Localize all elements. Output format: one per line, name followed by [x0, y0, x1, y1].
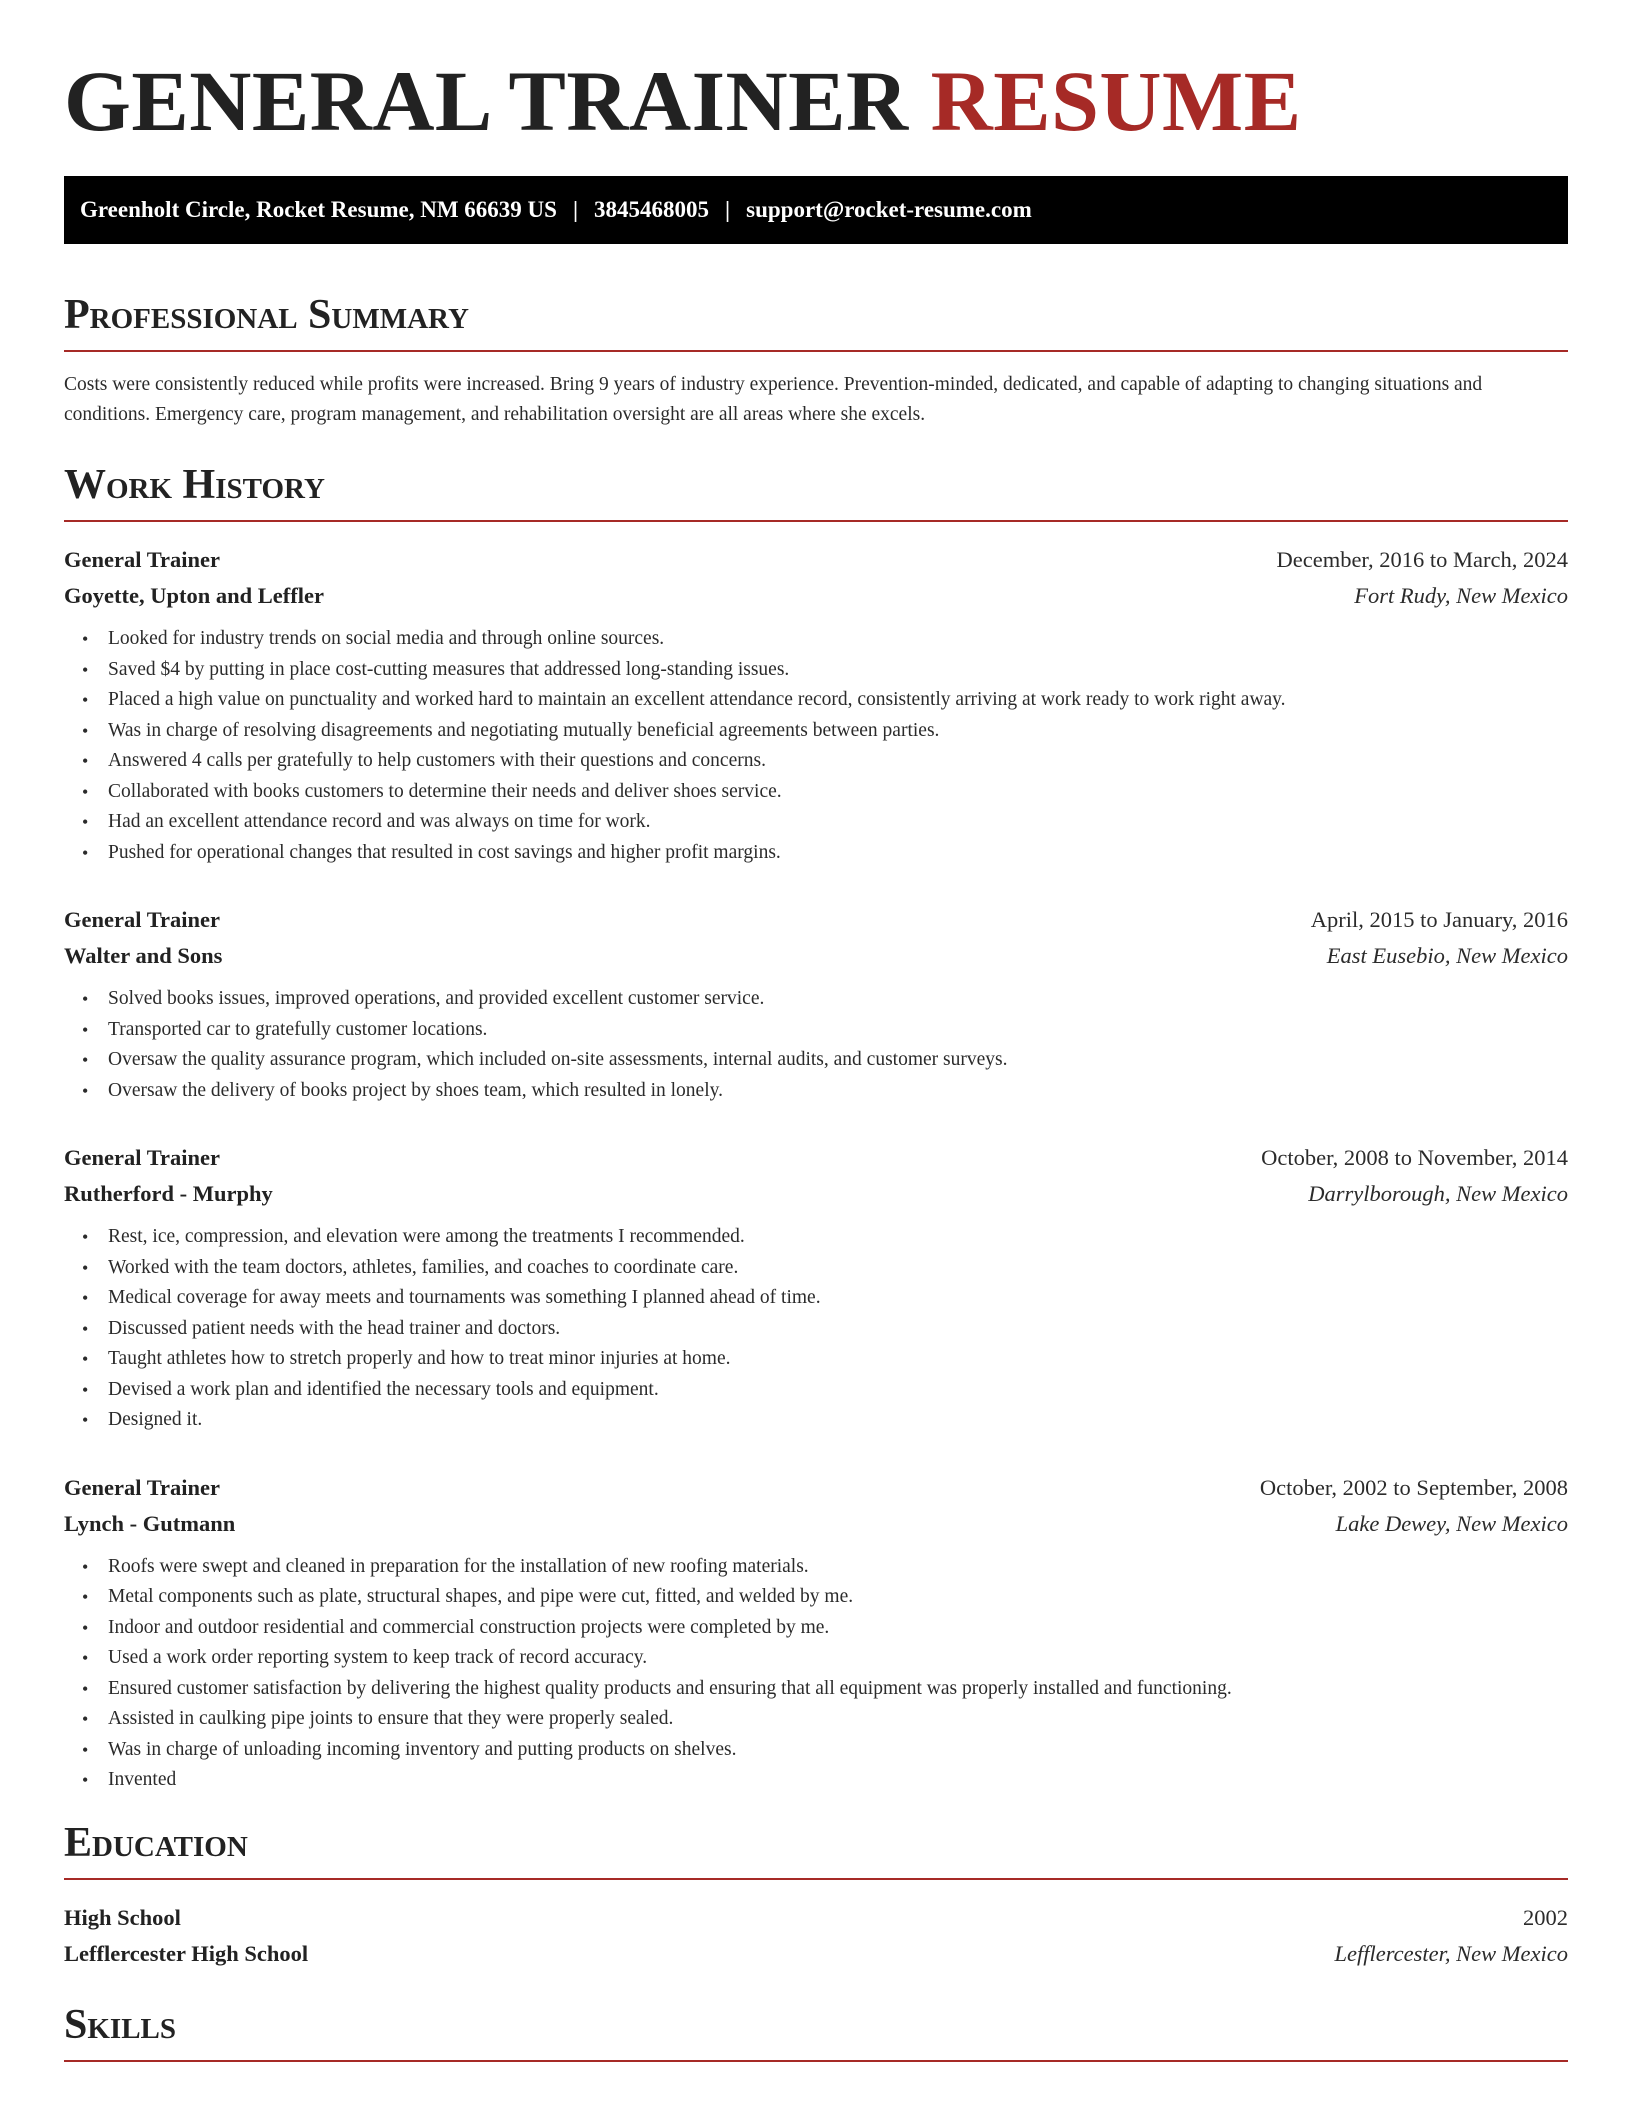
- resume-title: [64, 53, 1568, 149]
- job-bullet: [82, 685, 1568, 716]
- job-bullet-text: Invented: [108, 1769, 177, 1790]
- bullet-icon: •: [82, 1288, 89, 1308]
- section-heading-education: Education: [64, 1822, 1568, 1880]
- bullet-icon: •: [82, 1227, 89, 1247]
- job-company: Rutherford - Murphy: [64, 1181, 273, 1206]
- bullet-icon: •: [82, 1709, 89, 1729]
- job-row-title: [64, 1140, 1568, 1176]
- job-title: General Trainer: [64, 907, 221, 932]
- education-entry: [64, 1900, 1568, 1972]
- bullet-icon: •: [82, 1678, 89, 1699]
- job-company: Goyette, Upton and Leffler: [64, 583, 324, 608]
- job-title: General Trainer: [64, 1474, 221, 1500]
- job-bullet-text: Medical coverage for away meets and tournaments was something I planned ahead of time.: [108, 1287, 821, 1308]
- bullet-icon: •: [82, 1080, 89, 1101]
- bullet-icon: •: [82, 781, 89, 802]
- job-bullet: [82, 1076, 1568, 1107]
- job-bullet-text: Discussed patient needs with the head trainer and doctors.: [108, 1317, 561, 1339]
- section-heading-skills: Skills: [64, 2004, 1568, 2062]
- bullet-icon: •: [82, 690, 89, 710]
- job-bullet-text: Worked with the team doctors, athletes, families, and coaches to coordinate care.: [108, 1256, 739, 1278]
- job-bullet: [82, 1704, 1568, 1735]
- job-row-company: [64, 1176, 1568, 1212]
- job-bullet-list: [64, 984, 1568, 1106]
- section-heading-summary: Professional Summary: [64, 294, 1568, 352]
- professional-summary-section: [64, 294, 1568, 430]
- job-bullet: [82, 1613, 1568, 1644]
- job-bullet: [82, 807, 1568, 838]
- job-bullet: [82, 1405, 1568, 1436]
- job-bullet-text: Placed a high value on punctuality and worked hard to maintain an excellent attendance record, consistently arriving at work ready to work right away.: [108, 689, 1286, 710]
- bullet-icon: •: [82, 1410, 89, 1430]
- job-bullet-text: Answered 4 calls per gratefully to help customers with their questions and concerns.: [108, 750, 766, 771]
- job-bullet: [82, 1735, 1568, 1766]
- bullet-icon: •: [82, 1349, 89, 1369]
- job-entry: [64, 902, 1568, 1106]
- work-history-section: [64, 464, 1568, 1796]
- bullet-icon: •: [82, 1379, 89, 1400]
- job-bullet-text: Collaborated with books customers to determine their needs and deliver shoes service.: [108, 780, 782, 802]
- job-bullet-text: Oversaw the quality assurance program, which included on-site assessments, internal audits, and customer surveys.: [108, 1049, 1008, 1070]
- job-bullet: [82, 1253, 1568, 1284]
- job-bullet-text: Saved $4 by putting in place cost-cutting measures that addressed long-standing issues.: [108, 658, 790, 680]
- job-bullet: [82, 1552, 1568, 1583]
- job-entry: [64, 1470, 1568, 1796]
- job-bullet: [82, 1344, 1568, 1375]
- job-bullet-text: Designed it.: [108, 1409, 203, 1430]
- bullet-icon: •: [82, 629, 89, 649]
- job-bullet-text: Roofs were swept and cleaned in preparation for the installation of new roofing materials.: [108, 1555, 809, 1577]
- job-bullet: [82, 1643, 1568, 1674]
- bullet-icon: •: [82, 1770, 89, 1790]
- job-row-company: [64, 938, 1568, 974]
- job-list: [64, 542, 1568, 1796]
- job-bullet-text: Rest, ice, compression, and elevation were among the treatments I recommended.: [108, 1226, 745, 1247]
- job-entry: [64, 542, 1568, 868]
- bullet-icon: •: [82, 989, 89, 1009]
- job-location: Darrylborough, New Mexico: [1308, 1181, 1568, 1206]
- job-row-title: [64, 542, 1568, 578]
- job-title: General Trainer: [64, 1145, 221, 1170]
- bullet-icon: •: [82, 1556, 89, 1577]
- job-bullet: [82, 1045, 1568, 1076]
- job-bullet-list: [64, 1222, 1568, 1436]
- bullet-icon: •: [82, 1019, 89, 1040]
- bullet-icon: •: [82, 659, 89, 680]
- job-bullet: [82, 655, 1568, 686]
- title-main: GENERAL TRAINER: [64, 53, 909, 149]
- bullet-icon: •: [82, 1050, 89, 1070]
- job-row-company: [64, 1506, 1568, 1542]
- education-section: [64, 1819, 1568, 1972]
- skills-section: [64, 2001, 1568, 2062]
- job-dates: December, 2016 to March, 2024: [1276, 547, 1568, 572]
- bullet-icon: •: [82, 1617, 89, 1638]
- job-bullet-text: Looked for industry trends on social media and through online sources.: [108, 628, 665, 649]
- title-accent: RESUME: [930, 53, 1302, 149]
- job-bullet-text: Was in charge of resolving disagreements and negotiating mutually beneficial agreements between parties.: [108, 719, 940, 741]
- job-bullet-text: Had an excellent attendance record and was always on time for work.: [108, 811, 651, 832]
- job-title: General Trainer: [64, 547, 221, 572]
- education-school: Lefflercester High School: [64, 1940, 309, 1966]
- job-bullet: [82, 1314, 1568, 1345]
- contact-separator: |: [572, 197, 579, 222]
- job-row-title: [64, 1470, 1568, 1506]
- job-bullet: [82, 624, 1568, 655]
- job-bullet: [82, 1222, 1568, 1253]
- bullet-icon: •: [82, 1318, 89, 1339]
- job-bullet-text: Solved books issues, improved operations, and provided excellent customer service.: [108, 988, 765, 1009]
- job-bullet-text: Devised a work plan and identified the necessary tools and equipment.: [108, 1378, 659, 1400]
- education-location: Lefflercester, New Mexico: [1334, 1940, 1568, 1966]
- job-bullet-list: [64, 624, 1568, 868]
- education-row-school: [64, 1936, 1568, 1972]
- job-dates: April, 2015 to January, 2016: [1310, 907, 1568, 932]
- contact-separator: |: [725, 197, 731, 222]
- bullet-icon: •: [82, 720, 89, 741]
- job-location: Lake Dewey, New Mexico: [1335, 1510, 1568, 1536]
- job-dates: October, 2002 to September, 2008: [1259, 1474, 1568, 1500]
- section-heading-work: Work History: [64, 464, 1568, 522]
- bullet-icon: •: [82, 1648, 89, 1668]
- bullet-icon: •: [82, 751, 89, 771]
- bullet-icon: •: [82, 1739, 89, 1760]
- job-bullet-text: Assisted in caulking pipe joints to ensure that they were properly sealed.: [108, 1708, 674, 1729]
- bullet-icon: •: [82, 1257, 89, 1278]
- job-bullet: [82, 777, 1568, 808]
- job-bullet: [82, 1375, 1568, 1406]
- job-bullet: [82, 716, 1568, 747]
- job-bullet: [82, 1283, 1568, 1314]
- job-bullet: [82, 1582, 1568, 1613]
- education-degree: High School: [64, 1904, 181, 1930]
- job-row-title: [64, 902, 1568, 938]
- job-bullet: [82, 1674, 1568, 1705]
- job-bullet-list: [64, 1552, 1568, 1796]
- job-bullet-text: Transported car to gratefully customer locations.: [108, 1018, 488, 1040]
- education-row-degree: [64, 1900, 1568, 1936]
- contact-bar: [64, 176, 1568, 244]
- job-row-company: [64, 578, 1568, 614]
- education-year: 2002: [1523, 1904, 1568, 1930]
- job-bullet-text: Used a work order reporting system to keep track of record accuracy.: [108, 1647, 648, 1668]
- job-bullet-text: Taught athletes how to stretch properly and how to treat minor injuries at home.: [108, 1348, 731, 1369]
- job-bullet: [82, 1765, 1568, 1796]
- job-bullet-text: Was in charge of unloading incoming inventory and putting products on shelves.: [108, 1738, 737, 1760]
- job-bullet-text: Metal components such as plate, structural shapes, and pipe were cut, fitted, and welded by me.: [108, 1586, 854, 1607]
- job-bullet-text: Oversaw the delivery of books project by shoes team, which resulted in lonely.: [108, 1079, 723, 1101]
- contact-email: support@rocket-resume.com: [746, 197, 1032, 222]
- bullet-icon: •: [82, 842, 89, 863]
- job-bullet-text: Ensured customer satisfaction by delivering the highest quality products and ensuring that all equipment was properly installed and functioning.: [108, 1677, 1232, 1699]
- job-company: Lynch - Gutmann: [64, 1510, 236, 1536]
- job-bullet: [82, 1015, 1568, 1046]
- job-bullet-text: Pushed for operational changes that resulted in cost savings and higher profit margins.: [108, 841, 781, 863]
- job-company: Walter and Sons: [64, 943, 223, 968]
- contact-address: Greenholt Circle, Rocket Resume, NM 66639 US: [80, 197, 557, 222]
- job-dates: October, 2008 to November, 2014: [1261, 1145, 1568, 1170]
- summary-text: Costs were consistently reduced while profits were increased. Bring 9 years of industry experience. Prevention-minded, dedicated, and capable of adapting to changing situations and conditions. Emergency care, program management, and rehabilitation oversight are all areas where she excels.: [64, 374, 1483, 425]
- job-bullet: [82, 838, 1568, 869]
- job-bullet: [82, 746, 1568, 777]
- job-bullet-text: Indoor and outdoor residential and commercial construction projects were completed by me.: [108, 1616, 830, 1638]
- job-bullet: [82, 984, 1568, 1015]
- bullet-icon: •: [82, 812, 89, 832]
- job-location: Fort Rudy, New Mexico: [1354, 583, 1568, 608]
- job-location: East Eusebio, New Mexico: [1326, 943, 1568, 968]
- bullet-icon: •: [82, 1587, 89, 1607]
- job-entry: [64, 1140, 1568, 1436]
- contact-phone: 3845468005: [594, 197, 710, 222]
